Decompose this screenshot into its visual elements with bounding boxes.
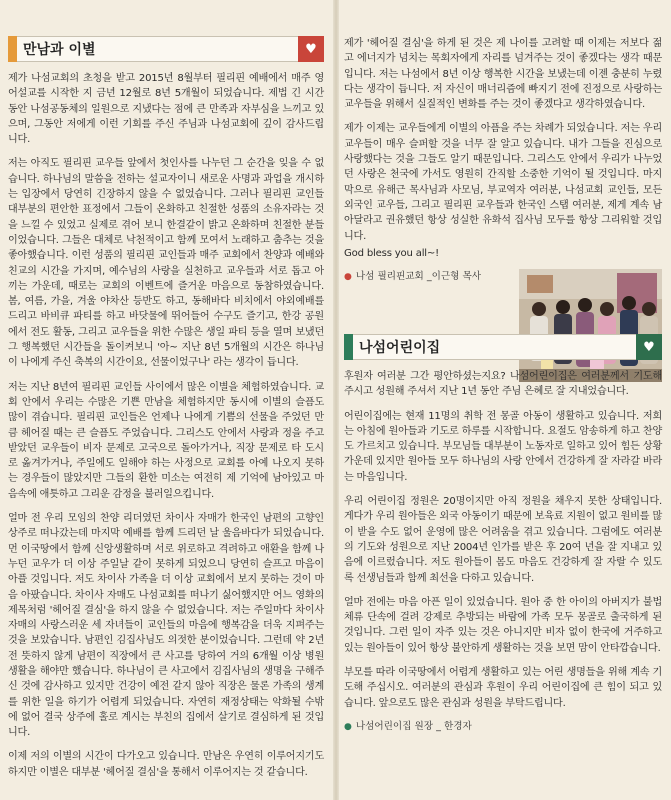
header-accent-bar <box>344 334 353 360</box>
signature-text: 나섬 필리핀교회 _이근형 목사 <box>355 271 482 283</box>
heart-icon: ♥ <box>298 36 324 62</box>
header-accent-bar <box>8 36 17 62</box>
closing-line: God bless you all~! <box>344 247 440 259</box>
page-spine <box>333 0 339 800</box>
section-header-meeting-farewell <box>8 36 324 62</box>
article-paragraph: 부모를 따라 이국땅에서 어렵게 생활하고 있는 어린 생명들을 위해 계속 기도해 주십시오. 여러분의 관심과 후원이 우리 어린이집에 큰 힘이 되고 있습니다. 앞으로도 많은 관심과 성원을 부탁드립니다. <box>344 667 662 709</box>
article-paragraph: 얼마 전에는 마음 아픈 일이 있었습니다. 원아 중 한 아이의 아버지가 불법체류 단속에 걸려 강제로 추방되는 바람에 가족 모두 몽골로 출국하게 된 것입니다. 그런 일이 자주 있는 것은 아니지만 비자 없이 한국에 거주하고 있는 원아들이 있어 항상 불안하게 생활하는 것을 보면 맘이 안타깝습니다. <box>344 596 662 654</box>
section-header-daycare <box>344 334 662 360</box>
dot-bullet-icon: ● <box>344 272 352 283</box>
article-paragraph: 후원자 여러분 그간 평안하셨는지요? 나섬어린이집은 여러분께서 기도해 주시고 성원해 주셔서 지난 1년 동안 주님 은혜로 잘 지내었습니다. <box>344 371 662 398</box>
author-signature <box>344 720 662 734</box>
right-column-bottom <box>344 334 662 734</box>
section-title: 나섬어린이집 <box>359 340 441 356</box>
article-paragraph: 이제 저의 이별의 시간이 다가오고 있습니다. 만남은 우연히 이루어지기도 하지만 이별은 대부분 '헤어질 결심'을 통해서 이루어지는 것 같습니다. <box>8 751 324 778</box>
dot-bullet-icon: ● <box>344 721 352 732</box>
article-paragraph: 어린이집에는 현재 11명의 취학 전 몽골 아동이 생활하고 있습니다. 저희는 아침에 원아들과 기도로 하루를 시작합니다. 요절도 암송하게 하고 찬양도 가르치고 있습니다. 부모님들 대부분이 노동자로 일하고 있어 힘든 상황 가운데 있지만 원아들 모두 하나님의 사랑 안에서 건강하게 잘 자라갈 바라는 마음입니다. <box>344 410 662 483</box>
article-paragraph: 우리 어린이집 정원은 20명이지만 아직 정원을 채우지 못한 상태입니다. 게다가 우리 원아들은 외국 아동이기 때문에 보육료 지원이 없고 원비를 많이 받을 수도 없어 운영에 많은 어려움을 겪고 있습니다. 그럼에도 여러분의 기도와 성원으로 지난 2004년 인가를 받은 후 20여 년을 잘 지내고 있음에 이르렀습니다. 저도 원아들이 몸도 마음도 건강하게 잘 자랄 수 있도록 선생님들과 함께 최선을 다하고 있습니다. <box>344 496 662 584</box>
article-paragraph: 제가 나섬교회의 초청을 받고 2015년 8월부터 필리핀 예배에서 매주 영어설교를 시작한 지 금년 12월로 8년 5개월이 되었습니다. 제법 긴 시간 동안 나섬공동체의 일원으로 지냈다는 점에 큰 만족과 자부심을 느끼고 있으며, 그동안 저에게 이런 기회를 주신 주님과 나섬교회에 깊이 감사드립니다. <box>8 73 324 146</box>
right-column-top <box>344 36 662 284</box>
section-title: 만남과 이별 <box>23 42 96 58</box>
article-paragraph: 저는 지난 8년여 필리핀 교인들 사이에서 많은 이별을 체험하였습니다. 교회 안에서 우리는 수많은 기쁜 만남을 체험하지만 동시에 이별의 슬픔도 많이 겪습니다. 필리핀 교인들은 언제나 나에게 기쁨의 선물을 주었던 만큼 헤어질 때는 큰 슬픔도 주었습니다. 그리스도 안에서 사랑과 정을 주고 받았던 교우들이 비자 문제로 고국으로 돌아가거나, 직장 문제로 타 도시로 옮겨가거나, 주일에도 일해야 하는 사정으로 교회를 아예 나오지 못하는 경우들이 많았지만 그들의 환한 미소는 여전히 제 기억에 남아있고 마음속에 애틋하고 그리운 감정을 불러일으킵니다. <box>8 381 324 500</box>
left-column <box>8 36 324 789</box>
signature-text: 나섬어린이집 원장 _ 한경자 <box>355 720 472 732</box>
article-paragraph: 제가 '헤어질 결심'을 하게 된 것은 제 나이를 고려할 때 이제는 저보다 젊고 에너지가 넘치는 목회자에게 자리를 넘겨주는 것이 좋겠다는 생각 때문입니다. 저는 나섬에서 8년 이상 행복한 시간을 보냈는데 이젠 충분히 누렸다는 생각이 듭니다. 저 자신이 매너리즘에 빠지기 전에 진정으로 사랑하는 교우들을 위해서 실질적인 변화를 주는 것이 좋겠다고 생각하였습니다. <box>344 38 662 111</box>
article-paragraph: 저는 아직도 필리핀 교우들 앞에서 첫인사를 나누던 그 순간을 잊을 수 없습니다. 하나님의 말씀을 전하는 설교자이니 새로운 사명과 과업을 개시하는 입장에서 당연히 긴장하지 않을 수 없었습니다. 그러나 필리핀 교인들 대부분의 편안한 표정에서 그들이 온화하고 친절한 성품의 소유자라는 것을 느낄 수 있었고 실제로 겪어 보니 한결같이 밝고 온화하며 친절한 분들이었습니다. 그들은 대체로 낙천적이고 함께 모여서 노래하고 춤추는 것을 좋아했습니다. 이런 성품의 필리핀 교인들과 매주 교회에서 찬양과 예배와 친교의 시간을 가지며, 예수님의 사랑을 실천하고 교우들과 서로 돕고 아끼는 가운데, 때로는 교회의 이벤트에 즐거운 마음으로 동참하였습니다. 봄, 여름, 가을, 겨울 야차산 등반도 하고, 동해바다 비치에서 야외예배를 드리고 바비큐 파티를 하고 바닷물에 뛰어들어 수구도 즐기고, 한강 공원에서 전도 활동, 그리고 교우들을 위한 수많은 생일 파티 등을 열며 보냈던 그 행복했던 시간들을 돌이켜보니 '아~ 지난 8년 5개월의 시간은 하나님이 나에게 주신 축복의 시간이요, 선물이었구나' 라는 생각이 듭니다. <box>8 158 324 369</box>
heart-icon: ♥ <box>636 334 662 360</box>
article-paragraph: 얼마 전 우리 모임의 찬양 리더였던 차이사 자매가 한국인 남편의 고향인 상주로 떠나갔는데 마지막 예배를 함께 드리던 날 울음바다가 되었습니다. 먼 이국땅에서 함께 신앙생활하며 서로 위로하고 격려하고 애환을 함께 나누던 교우가 더 이상 주일날 같이 못하게 되었으니 당연히 슬프고 마음이 아플 것입니다. 저도 차이사 가족을 더 이상 교회에서 보지 못하는 것이 마음 아팠습니다. 차이사 자매도 나섬교회를 떠나기 싫어했지만 어느 영화의 제목처럼 '헤어질 결심'을 하지 않을 수 없었습니다. 저는 주일마다 차이사 자매의 사랑스러운 세 자녀들이 교인들의 마음에 행복감을 더욱 지펴주는 것을 보았습니다. 남편인 김집사님도 의젓한 분이었습니다. 그런데 약 2년 전 뜻하지 않게 남편이 직장에서 큰 사고를 당하여 거의 6개월 이상 병원생활을 해야만 했습니다. 하나님이 큰 사고에서 김집사님의 생명을 구해주신 것에 감사하고 있지만 건강이 예전 같지 않아 직장은 물론 가족의 생계를 위한 일을 하기가 어렵게 되었습니다. 자연히 재정상태는 악화될 수밖에 없어 결국 상주에 홀로 계시는 부친의 집에서 살기로 결심하게 된 것입니다. <box>8 513 324 739</box>
article-paragraph: 제가 이제는 교우들에게 이별의 아픔을 주는 차례가 되었습니다. 저는 우리 교우들이 매우 슬퍼할 것을 너무 잘 알고 있습니다. 내가 그들을 진심으로 사랑했다는 것을 그들도 알기 때문입니다. 그리스도 안에서 우리가 나누었던 사랑은 천국에 가서도 영원히 간직할 소중한 기억이 될 것입니다. 마지막으로 유해근 목사님과 사모님, 부교역자 여러분, 나섬교회 교인들, 모든 외국인 교우들, 그리고 필리핀 교우들과 한국인 스탭 여러분, 제게 계속 남아달라고 권유했던 항상 성실한 유화석 집사님 모두를 항상 그리워할 것입니다. <box>344 123 662 242</box>
